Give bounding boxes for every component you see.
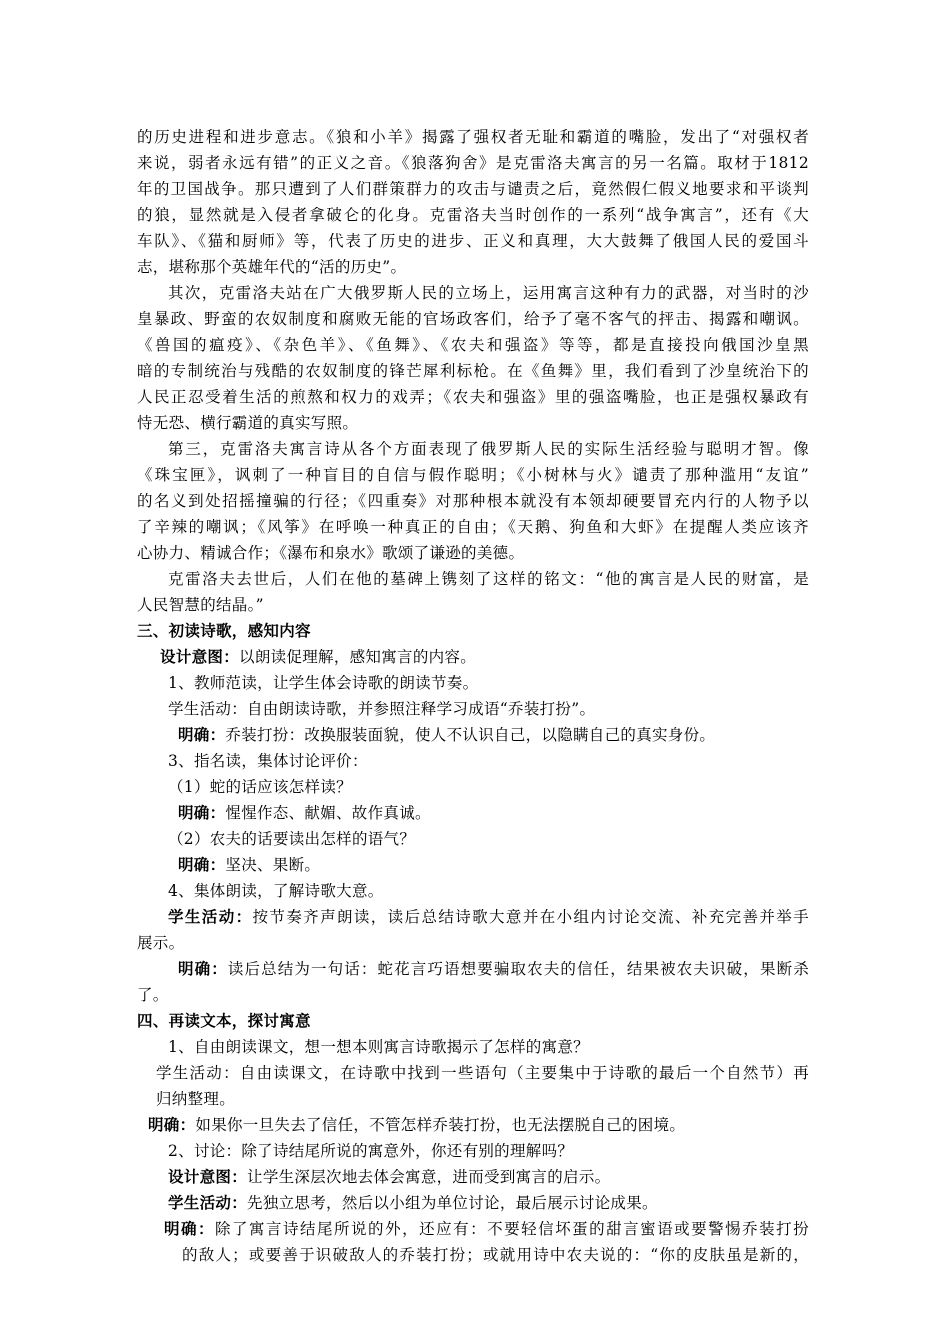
paragraph-line: 《兽国的瘟疫》、《杂色羊》、《鱼舞》、《农夫和强盗》等等，都是直接投向俄国沙皇黑 [137,336,809,354]
paragraph-line: 《珠宝匣》，讽刺了一种盲目的自信与假作聪明；《小树林与火》谴责了那种滥用“友谊” [137,466,809,484]
paragraph-line: 恃无恐、横行霸道的真实写照。 [137,414,359,432]
question-line: （1）蛇的话应该怎样读？ [168,778,352,796]
section-heading: 三、初读诗歌，感知内容 [137,621,311,640]
paragraph-line: 了辛辣的嘲讽；《风筝》在呼唤一种真正的自由；《天鹅、狗鱼和大虾》在提醒人类应该齐 [137,518,809,536]
activity-line: 学生活动：先独立思考，然后以小组为单位讨论，最后展示讨论成果。 [168,1193,658,1212]
paragraph-line: 的名义到处招摇撞骗的行径；《四重奏》对那种根本就没有本领却硬要冒充内行的人物予以 [137,492,809,510]
step-line: 1、自由朗读课文，想一想本则寓言诗歌揭示了怎样的寓意？ [168,1038,589,1056]
paragraph-line: 年的卫国战争。那只遭到了人们群策群力的攻击与谴责之后，竟然假仁假义地要求和平谈判 [137,180,809,198]
answer-line: 明确：乔装打扮：改换服装面貌，使人不认识自己，以隐瞒自己的真实身份。 [178,725,716,744]
answer-line: 明确：读后总结为一句话：蛇花言巧语想要骗取农夫的信任，结果被农夫识破，果断杀 [178,959,809,978]
step-line: 3、指名读，集体讨论评价： [168,752,368,770]
paragraph-line: 其次，克雷洛夫站在广大俄罗斯人民的立场上，运用寓言这种有力的武器，对当时的沙 [168,284,809,302]
paragraph-line: 人民智慧的结晶。” [137,596,264,614]
paragraph-line: 皇暴政、野蛮的农奴制度和腐败无能的官场政客们，给予了毫不客气的抨击、揭露和嘲讽。 [137,310,809,328]
answer-line: 明确：坚决、果断。 [178,855,321,874]
paragraph-line: 车队》、《猫和厨师》等，代表了历史的进步、正义和真理，大大鼓舞了俄国人民的爱国斗 [137,232,809,250]
paragraph-line: 克雷洛夫去世后，人们在他的墓碑上镌刻了这样的铭文：“他的寓言是人民的财富，是 [168,570,809,588]
design-intent-line: 设计意图：以朗读促理解，感知寓言的内容。 [160,647,477,666]
paragraph-line: 来说，弱者永远有错”的正义之音。《狼落狗舍》是克雷洛夫寓言的另一名篇。取材于1812 [137,154,809,172]
answer-line: 明确：如果你一旦失去了信任，不管怎样乔装打扮，也无法摆脱自己的困境。 [148,1115,686,1134]
question-line: （2）农夫的话要读出怎样的语气？ [168,830,416,848]
paragraph-line: 心协力、精诚合作；《瀑布和泉水》歌颂了谦逊的美德。 [137,544,525,562]
paragraph-line: 暗的专制统治与残酷的农奴制度的锋芒犀利标枪。在《鱼舞》里，我们看到了沙皇统治下的 [137,362,809,380]
paragraph-line: 的历史进程和进步意志。《狼和小羊》揭露了强权者无耻和霸道的嘴脸，发出了“对强权者 [137,128,809,146]
section-heading: 四、再读文本，探讨寓意 [137,1011,311,1030]
paragraph-line: 人民正忍受着生活的煎熬和权力的戏弄；《农夫和强盗》里的强盗嘴脸，也正是强权暴政有 [137,388,809,406]
step-line: 1、教师范读，让学生体会诗歌的朗读节奏。 [168,674,479,692]
activity-line: 学生活动：自由朗读诗歌，并参照注释学习成语“乔装打扮”。 [168,700,596,718]
activity-line: 学生活动：按节奏齐声朗读，读后总结诗歌大意并在小组内讨论交流、补充完善并举手 [168,907,809,926]
paragraph-line: 归纳整理。 [156,1090,236,1108]
step-line: 2、讨论：除了诗结尾所说的寓意外，你还有别的理解吗？ [168,1142,574,1160]
activity-line: 学生活动：自由读课文，在诗歌中找到一些语句（主要集中于诗歌的最后一个自然节）再 [156,1064,809,1082]
paragraph-line: 的敌人；或要善于识破敌人的乔装打扮；或就用诗中农夫说的：“你的皮肤虽是新的， [182,1246,809,1264]
paragraph-line: 展示。 [137,934,185,952]
answer-line: 明确：除了寓言诗结尾所说的外，还应有：不要轻信坏蛋的甜言蜜语或要警惕乔装打扮 [164,1219,809,1238]
paragraph-line: 的狼，显然就是入侵者拿破仑的化身。克雷洛夫当时创作的一系列“战争寓言”，还有《大 [137,206,809,224]
answer-line: 明确：惺惺作态、献媚、故作真诚。 [178,803,431,822]
design-intent-line: 设计意图：让学生深层次地去体会寓意，进而受到寓言的启示。 [168,1167,611,1186]
step-line: 4、集体朗读，了解诗歌大意。 [168,882,384,900]
paragraph-line: 第三，克雷洛夫寓言诗从各个方面表现了俄罗斯人民的实际生活经验与聪明才智。像 [168,440,809,458]
paragraph-line: 志，堪称那个英雄年代的“活的历史”。 [137,258,407,276]
paragraph-line: 了。 [137,986,169,1004]
